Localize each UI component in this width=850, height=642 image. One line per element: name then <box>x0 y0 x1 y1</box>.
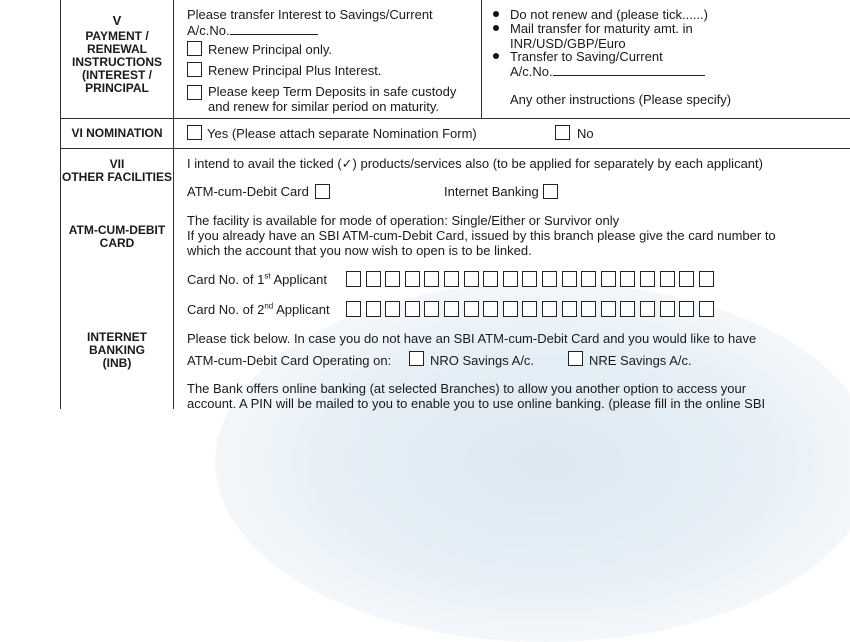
card-digit-box[interactable] <box>679 271 694 287</box>
card-digit-box[interactable] <box>542 271 557 287</box>
card-digit-box[interactable] <box>464 271 479 287</box>
other-facilities-label: VII OTHER FACILITIES <box>62 157 173 184</box>
card-digit-box[interactable] <box>620 271 635 287</box>
card-digit-box[interactable] <box>699 271 714 287</box>
nomination-yes-checkbox[interactable] <box>187 125 202 140</box>
renew-principal-label: Renew Principal only. <box>208 42 333 57</box>
right-account-blank[interactable] <box>553 63 705 76</box>
facilities-intro-text: I intend to avail the ticked (✓) products/services also (to be applied for separately by each applicant) <box>187 156 763 171</box>
card-digit-box[interactable] <box>424 301 439 317</box>
atm-card-option-label: ATM-cum-Debit Card <box>187 184 309 199</box>
card-digit-box[interactable] <box>601 301 616 317</box>
safe-custody-label: Please keep Term Deposits in safe custody and renew for similar period on maturity. <box>208 84 457 114</box>
card-digit-box[interactable] <box>385 301 400 317</box>
transfer-saving-text: Transfer to Saving/Current <box>510 49 663 64</box>
card-digit-box[interactable] <box>346 301 361 317</box>
nomination-no-checkbox[interactable] <box>555 125 570 140</box>
card-digit-box[interactable] <box>444 301 459 317</box>
card-digit-box[interactable] <box>562 271 577 287</box>
card-digit-box[interactable] <box>385 271 400 287</box>
section5-label: V PAYMENT / RENEWAL INSTRUCTIONS (INTEREST / PRINCIPAL <box>62 12 172 95</box>
card-digit-box[interactable] <box>464 301 479 317</box>
bullet-icon <box>493 11 499 17</box>
other-instructions-text: Any other instructions (Please specify) <box>510 92 732 107</box>
atm-debit-card-label: ATM-CUM-DEBIT CARD <box>68 223 166 250</box>
atm-card-checkbox[interactable] <box>315 184 330 199</box>
card-digit-box[interactable] <box>405 271 420 287</box>
card-no-first-label: Card No. of 1st Applicant <box>187 271 327 287</box>
card-digit-box[interactable] <box>522 301 537 317</box>
nre-savings-checkbox[interactable] <box>568 351 583 366</box>
card-digit-box[interactable] <box>640 301 655 317</box>
card-digit-box[interactable] <box>640 271 655 287</box>
card-digit-box[interactable] <box>503 301 518 317</box>
card-digit-box[interactable] <box>581 271 596 287</box>
atm-operating-on-text: ATM-cum-Debit Card Operating on: <box>187 353 392 368</box>
nomination-no-label: No <box>577 126 594 141</box>
card-digit-box[interactable] <box>562 301 577 317</box>
card-digit-box[interactable] <box>483 301 498 317</box>
safe-custody-checkbox[interactable] <box>187 85 202 100</box>
card-digit-box[interactable] <box>444 271 459 287</box>
facility-info-text: The facility is available for mode of operation: Single/Either or Survivor only If you already have an SBI ATM-cum-Debit Card, issued by this branch please give the card number to which the account that you now wish to open is to be linked. <box>187 213 776 258</box>
card-no-second-label: Card No. of 2nd Applicant <box>187 301 330 317</box>
transfer-interest-text: Please transfer Interest to Savings/Current <box>187 7 433 22</box>
internet-banking-option-label: Internet Banking <box>444 184 539 199</box>
card-digit-box[interactable] <box>405 301 420 317</box>
left-border <box>60 0 61 409</box>
renew-principal-checkbox[interactable] <box>187 41 202 56</box>
card-digit-box[interactable] <box>660 271 675 287</box>
right-account-line: A/c.No. <box>510 63 705 79</box>
card-digit-box[interactable] <box>366 301 381 317</box>
do-not-renew-text: Do not renew and (please tick......) <box>510 7 708 22</box>
internet-banking-checkbox[interactable] <box>543 184 558 199</box>
card-digit-box[interactable] <box>679 301 694 317</box>
card-digit-box[interactable] <box>660 301 675 317</box>
online-banking-info-text: The Bank offers online banking (at selected Branches) to allow you another option to access your account. A PIN will be mailed to you to enable you to use online banking. (please fill in the online SBI <box>187 381 766 411</box>
bullet-icon <box>493 53 499 59</box>
card-digit-box[interactable] <box>542 301 557 317</box>
renew-principal-interest-label: Renew Principal Plus Interest. <box>208 63 382 78</box>
nomination-label: VI NOMINATION <box>71 126 163 140</box>
card-digit-box[interactable] <box>483 271 498 287</box>
card-digit-box[interactable] <box>424 271 439 287</box>
card-digit-box[interactable] <box>503 271 518 287</box>
card-digit-box[interactable] <box>601 271 616 287</box>
card-digit-box[interactable] <box>366 271 381 287</box>
row-divider-nomination-bottom <box>60 148 850 149</box>
section5-inner-divider <box>481 0 482 118</box>
nre-savings-label: NRE Savings A/c. <box>589 353 692 368</box>
card-no-first-boxes[interactable] <box>346 271 726 288</box>
card-digit-box[interactable] <box>620 301 635 317</box>
internet-banking-label: INTERNET BANKING (INB) <box>87 330 147 370</box>
nro-savings-checkbox[interactable] <box>409 351 424 366</box>
transfer-account-line: A/c.No. <box>187 22 318 38</box>
card-digit-box[interactable] <box>522 271 537 287</box>
nomination-yes-label: Yes (Please attach separate Nomination Form) <box>207 126 477 141</box>
card-digit-box[interactable] <box>346 271 361 287</box>
bullet-icon <box>493 25 499 31</box>
transfer-account-blank[interactable] <box>230 22 318 35</box>
nro-savings-label: NRO Savings A/c. <box>430 353 535 368</box>
row-divider-nomination-top <box>60 118 850 119</box>
label-column-divider <box>173 0 174 409</box>
tick-below-text: Please tick below. In case you do not have an SBI ATM-cum-Debit Card and you would like to have <box>187 331 757 346</box>
section5-number: V <box>112 13 122 28</box>
card-digit-box[interactable] <box>699 301 714 317</box>
renew-principal-interest-checkbox[interactable] <box>187 62 202 77</box>
card-digit-box[interactable] <box>581 301 596 317</box>
card-no-second-boxes[interactable] <box>346 301 726 318</box>
mail-transfer-text: Mail transfer for maturity amt. in INR/USD/GBP/Euro <box>510 21 693 51</box>
